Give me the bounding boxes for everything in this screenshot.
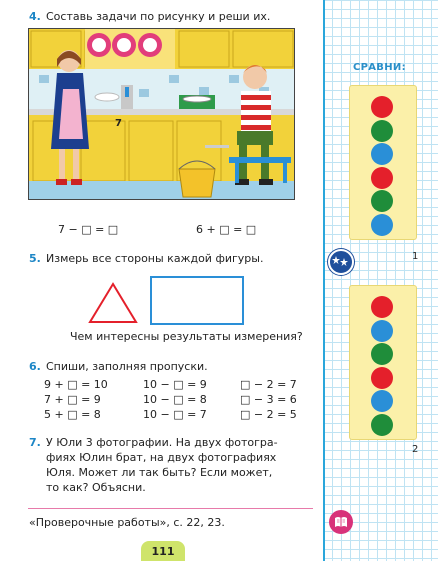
color-dot (371, 296, 393, 318)
dot-column-2 (349, 285, 417, 440)
color-dot (371, 414, 393, 436)
task-4-number: 4. (29, 10, 41, 23)
page-number: 111 (141, 541, 185, 561)
margin-divider (323, 0, 325, 561)
task-4-equation-left: 7 − □ = □ (58, 223, 119, 236)
footer-divider (28, 508, 313, 509)
task-7-number: 7. (29, 436, 41, 449)
column-1-label: 1 (412, 251, 419, 262)
column-2-label: 2 (412, 444, 419, 455)
task-6-cell: 9 + □ = 10 (44, 378, 108, 391)
task-6-cell: 5 + □ = 8 (44, 408, 101, 421)
kitchen-illustration (28, 28, 295, 200)
color-dot (371, 120, 393, 142)
task-6-cell: 7 + □ = 9 (44, 393, 101, 406)
task-5-number: 5. (29, 252, 41, 265)
task-6-cell: □ − 2 = 7 (240, 378, 297, 391)
workbook-reference: «Проверочные работы», с. 22, 23. (29, 516, 225, 529)
color-dot (371, 367, 393, 389)
color-dot (371, 96, 393, 118)
triangle-shape (88, 282, 138, 324)
task-7-line-1: У Юли 3 фотографии. На двух фотогра- (46, 436, 278, 449)
task-4-text: Составь задачи по рисунку и реши их. (46, 10, 271, 23)
task-4-equation-right: 6 + □ = □ (196, 223, 257, 236)
task-6-cell: □ − 2 = 5 (240, 408, 297, 421)
task-6-cell: □ − 3 = 6 (240, 393, 297, 406)
color-dot (371, 320, 393, 342)
color-dot (371, 214, 393, 236)
task-6-cell: 10 − □ = 7 (143, 408, 207, 421)
task-7-line-3: Юля. Может ли так быть? Если может, (46, 466, 273, 479)
rectangle-shape (150, 276, 244, 326)
task-6-cell: 10 − □ = 8 (143, 393, 207, 406)
book-icon (329, 510, 353, 534)
task-6-text: Спиши, заполняя пропуски. (46, 360, 208, 373)
star-icon (328, 249, 354, 275)
color-dot (371, 390, 393, 412)
task-7-line-4: то как? Объясни. (46, 481, 146, 494)
compare-title: СРАВНИ: (353, 62, 406, 73)
task-6-number: 6. (29, 360, 41, 373)
color-dot (371, 343, 393, 365)
task-7-line-2: фиях Юлин брат, на двух фотографиях (46, 451, 277, 464)
task-5-text: Измерь все стороны каждой фигуры. (46, 252, 264, 265)
color-dot (371, 167, 393, 189)
task-6-cell: 10 − □ = 9 (143, 378, 207, 391)
dot-column-1 (349, 85, 417, 240)
cabinet-number: 7 (115, 118, 122, 129)
color-dot (371, 190, 393, 212)
color-dot (371, 143, 393, 165)
task-5-question: Чем интересны результаты измерения? (70, 330, 303, 343)
